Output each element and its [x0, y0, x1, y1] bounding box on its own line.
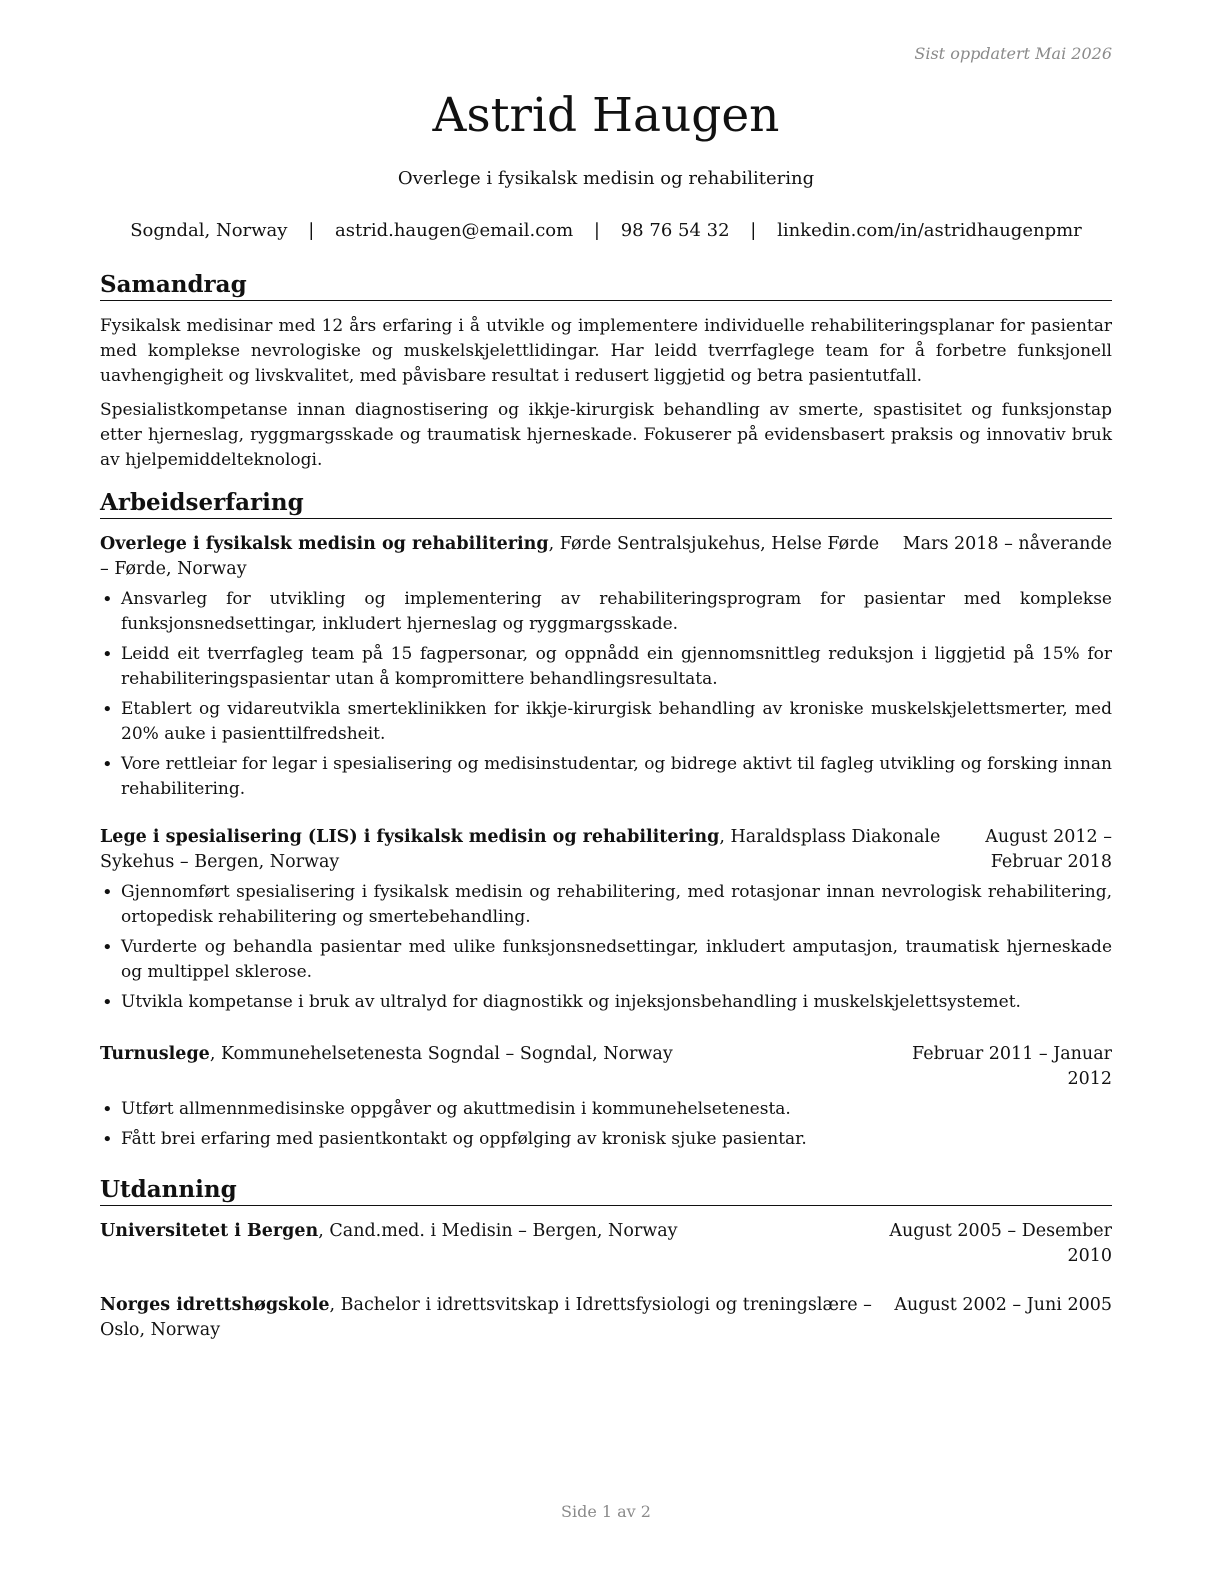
- summary-paragraph: Fysikalsk medisinar med 12 års erfaring i å utvikle og implementere individuelle rehabiliteringsplanar for pasientar med komplekse nevrologiske og muskelskjelettlidingar. Har leidd tverrfaglege team for å forbetre funksjonell uavhengigheit og livskvalitet, med påvisbare resultat i redusert liggjetid og betra pasientutfall.: [100, 316, 1112, 386]
- job-dates: August 2012 – Februar 2018: [985, 827, 1112, 872]
- job-details: , Førde Sentralsjukehus, Helse Førde – Førde, Norway: [100, 534, 880, 579]
- contact-phone[interactable]: 98 76 54 32: [620, 220, 730, 241]
- education-school: Norges idrettshøgskole: [100, 1295, 330, 1315]
- job-dates: Februar 2011 – Januar 2012: [912, 1044, 1112, 1089]
- contact-separator: |: [750, 220, 757, 241]
- contact-location: Sogndal, Norway: [130, 220, 288, 241]
- education-header: [100, 1293, 1112, 1343]
- education-dates: August 2002 – Juni 2005: [894, 1295, 1112, 1315]
- job-header: [100, 1042, 1112, 1089]
- education-details: , Cand.med. i Medisin – Bergen, Norway: [318, 1221, 678, 1241]
- contact-email[interactable]: astrid.haugen@email.com: [335, 220, 574, 241]
- job-bullet: • Leidd eit tverrfagleg team på 15 fagpersonar, og oppnådd ein gjennomsnittleg reduksjon i liggjetid på 15% for rehabiliteringspasientar utan å kompromittere behandlingsresultata.: [100, 642, 1112, 692]
- education-header: [100, 1219, 1112, 1266]
- page-number: Side 1 av 2: [561, 1502, 651, 1521]
- education-dates: August 2005 – Desember 2010: [889, 1221, 1112, 1266]
- job-details: , Haraldsplass Diakonale Sykehus – Bergen, Norway: [100, 827, 941, 872]
- job-bullet: • Vore rettleiar for legar i spesialisering og medisinstudentar, og bidrege aktivt til fagleg utvikling og forsking innan rehabilitering.: [100, 752, 1112, 802]
- job-bullet: • Etablert og vidareutvikla smerteklinikken for ikkje-kirurgisk behandling av kroniske muskelskjelettsmerter, med 20% auke i pasienttilfredsheit.: [100, 697, 1112, 747]
- contact-separator: |: [593, 220, 600, 241]
- job-header: [100, 532, 1112, 582]
- candidate-name: Astrid Haugen: [432, 88, 780, 143]
- job-bullets: [100, 1097, 1112, 1157]
- contact-separator: |: [308, 220, 315, 241]
- job-role: Overlege i fysikalsk medisin og rehabilitering: [100, 534, 549, 554]
- job-bullet: • Vurderte og behandla pasientar med ulike funksjonsnedsettingar, inkludert amputasjon, traumatisk hjerneskade og multippel sklerose.: [100, 935, 1112, 985]
- job-dates: Mars 2018 – nåverande: [902, 534, 1112, 554]
- job-bullet: • Gjennomført spesialisering i fysikalsk medisin og rehabilitering, med rotasjonar innan nevrologisk rehabilitering, ortopedisk rehabilitering og smertebehandling.: [100, 880, 1112, 930]
- summary-paragraph: Spesialistkompetanse innan diagnostisering og ikkje-kirurgisk behandling av smerte, spastisitet og funksjonstap etter hjerneslag, ryggmargsskade og traumatisk hjerneskade. Fokuserer på evidensbasert praksis og innovativ bruk av hjelpemiddelteknologi.: [100, 400, 1112, 470]
- contact-linkedin[interactable]: linkedin.com/in/astridhaugenpmr: [777, 220, 1082, 241]
- job-role: Lege i spesialisering (LIS) i fysikalsk medisin og rehabilitering: [100, 827, 720, 847]
- education-school: Universitetet i Bergen: [100, 1221, 319, 1241]
- job-role: Turnuslege: [100, 1044, 210, 1064]
- job-bullet: • Ansvarleg for utvikling og implementering av rehabiliteringsprogram for pasientar med komplekse funksjonsnedsettingar, inkludert hjerneslag og ryggmargsskade.: [100, 587, 1112, 637]
- job-bullet: • Utført allmennmedisinske oppgåver og akuttmedisin i kommunehelsetenesta.: [100, 1097, 1112, 1122]
- job-header: [100, 825, 1112, 875]
- education-details: , Bachelor i idrettsvitskap i Idrettsfysiologi og treningslære – Oslo, Norway: [100, 1295, 872, 1340]
- job-bullet: • Fått brei erfaring med pasientkontakt og oppfølging av kronisk sjuke pasientar.: [100, 1127, 1112, 1152]
- last-updated: Sist oppdatert Mai 2026: [914, 44, 1112, 63]
- contact-line: [100, 220, 1112, 241]
- candidate-headline: Overlege i fysikalsk medisin og rehabilitering: [397, 168, 815, 189]
- job-bullet: • Utvikla kompetanse i bruk av ultralyd for diagnostikk og injeksjonsbehandling i muskelskjelettsystemet.: [100, 990, 1112, 1015]
- job-bullets: [100, 880, 1112, 1020]
- job-details: , Kommunehelsetenesta Sogndal – Sogndal, Norway: [209, 1044, 673, 1064]
- resume-page: [100, 0, 1112, 1584]
- section-title-education: Utdanning: [100, 1176, 1112, 1206]
- section-title-summary: Samandrag: [100, 271, 1112, 301]
- section-title-experience: Arbeidserfaring: [100, 489, 1112, 519]
- job-bullets: [100, 587, 1112, 807]
